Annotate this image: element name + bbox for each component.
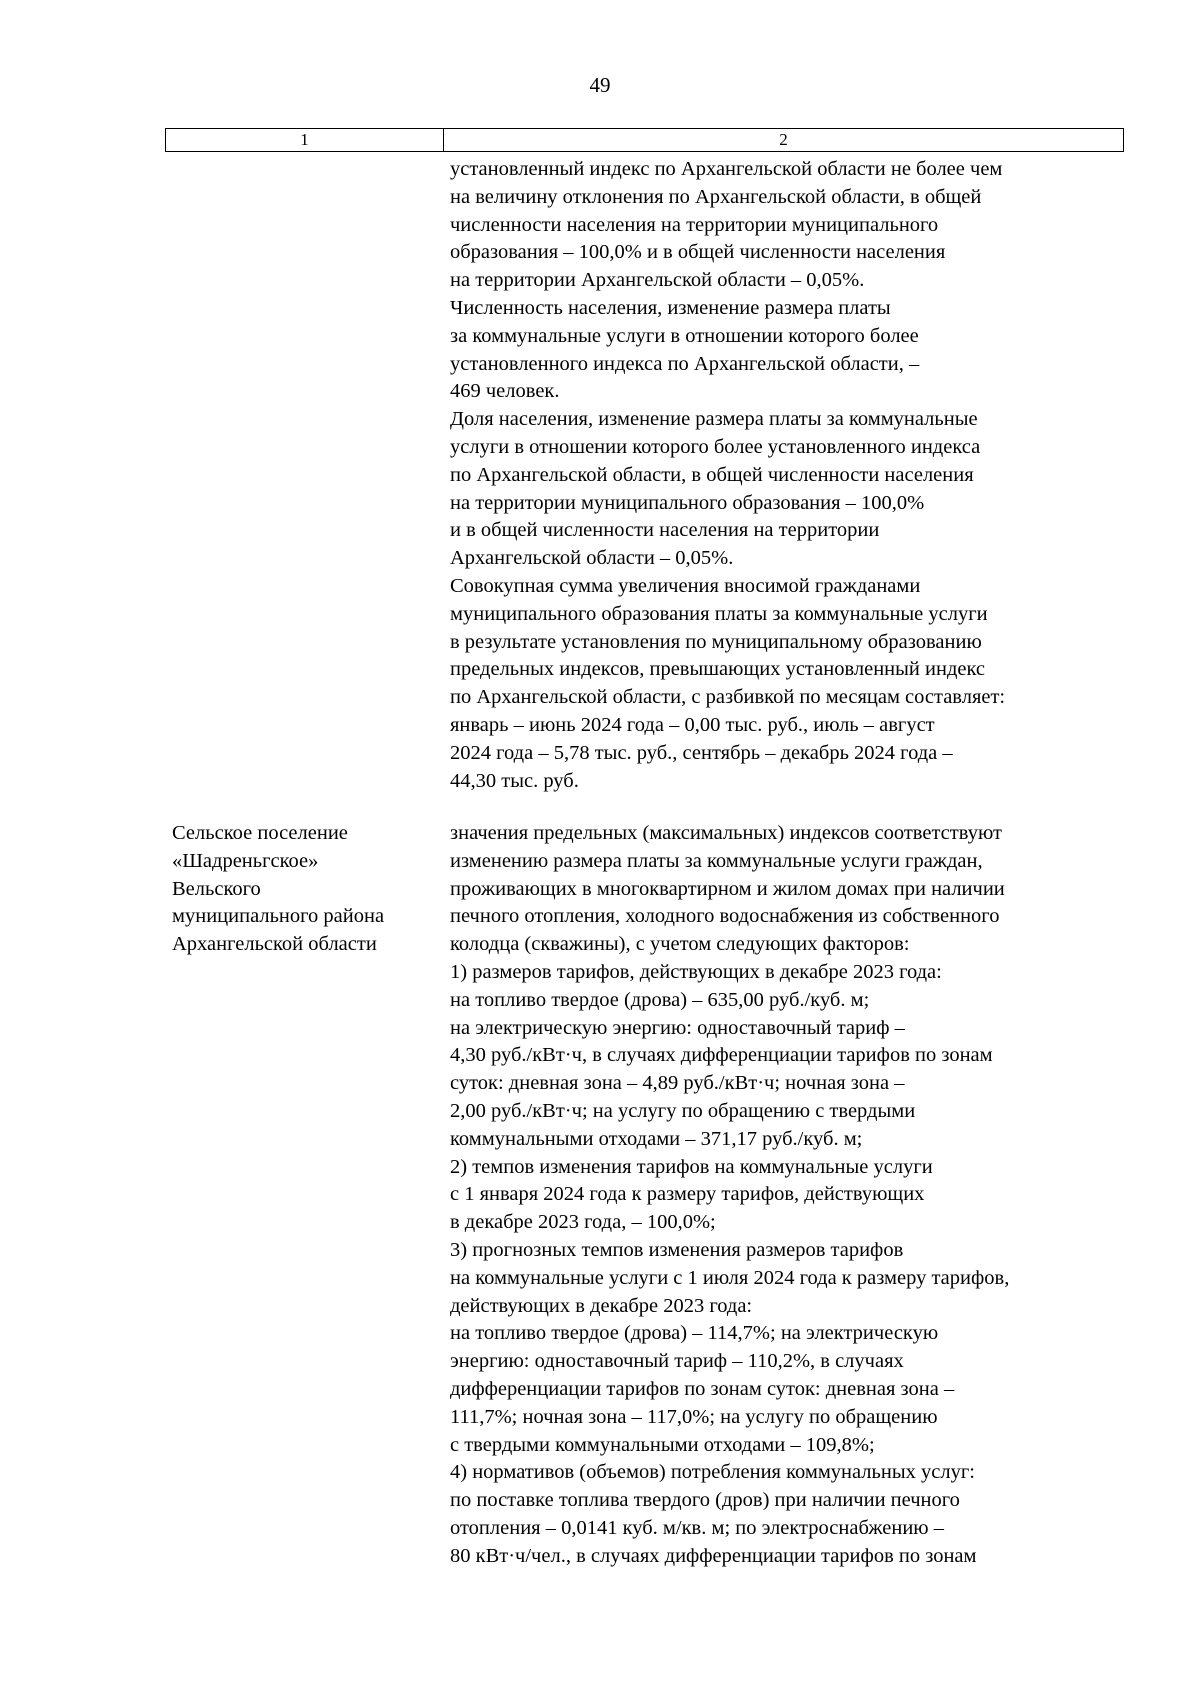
continued-text-line: за коммунальные услуги в отношении которого более — [450, 324, 919, 347]
column-number-1: 1 — [166, 129, 444, 152]
entity-name-line: Вельского — [172, 877, 261, 900]
entity-text-line: 111,7%; ночная зона – 117,0%; на услугу по обращению — [450, 1405, 938, 1428]
continued-text-line: на территории муниципального образования – 100,0% — [450, 491, 925, 514]
continued-text-line: установленного индекса по Архангельской области, – — [450, 352, 920, 375]
entity-text-line: 3) прогнозных темпов изменения размеров тарифов — [450, 1238, 904, 1261]
continued-text-line: на территории Архангельской области – 0,05%. — [450, 269, 865, 292]
column-number-2: 2 — [444, 129, 1124, 152]
continued-text-line: установленный индекс по Архангельской области не более чем — [450, 158, 1003, 180]
page-number: 49 — [589, 73, 611, 97]
entity-text-line: 80 кВт·ч/чел., в случаях дифференциации тарифов по зонам — [450, 1544, 977, 1567]
entity-name-line: муниципального района — [172, 905, 385, 928]
continued-text-line: на величину отклонения по Архангельской области, в общей — [450, 185, 982, 208]
entity-text-line: с твердыми коммунальными отходами – 109,8%; — [450, 1433, 875, 1456]
entity-text-line: печного отопления, холодного водоснабжения из собственного — [450, 905, 1000, 928]
continued-text-line: образования – 100,0% и в общей численности населения — [450, 241, 946, 264]
entity-text-line: суток: дневная зона – 4,89 руб./кВт·ч; ночная зона – — [450, 1072, 905, 1095]
entity-text-line: на топливо твердое (дрова) – 635,00 руб./куб. м; — [450, 988, 870, 1011]
continued-text-line: численности населения на территории муниципального — [450, 213, 939, 236]
entity-text-line: 4,30 руб./кВт·ч, в случаях дифференциации тарифов по зонам — [450, 1044, 993, 1067]
continued-text-line: в результате установления по муниципальному образованию — [450, 630, 982, 653]
continued-text-line: 44,30 тыс. руб. — [450, 769, 579, 792]
entity-text-line: 4) нормативов (объемов) потребления коммунальных услуг: — [450, 1461, 975, 1484]
entity-text-line: на топливо твердое (дрова) – 114,7%; на электрическую — [450, 1322, 939, 1345]
continued-text-line: услуги в отношении которого более установленного индекса — [450, 435, 981, 458]
continued-text-line: Совокупная сумма увеличения вносимой гражданами — [450, 574, 921, 597]
continued-text-line: и в общей численности населения на территории — [450, 519, 880, 542]
continued-text-line: предельных индексов, превышающих установленный индекс — [450, 658, 986, 681]
entity-text-line: колодца (скважины), с учетом следующих факторов: — [450, 933, 910, 956]
entity-text-line: на коммунальные услуги с 1 июля 2024 года к размеру тарифов, — [450, 1266, 1010, 1289]
entity-text-line: изменению размера платы за коммунальные услуги граждан, — [450, 849, 983, 872]
continued-text-line: муниципального образования платы за коммунальные услуги — [450, 602, 988, 625]
entity-text-line: дифференциации тарифов по зонам суток: дневная зона – — [450, 1377, 955, 1400]
entity-name-line: Архангельской области — [172, 933, 377, 956]
continued-text-line: Численность населения, изменение размера платы — [450, 296, 891, 319]
entity-text-line: проживающих в многоквартирном и жилом домах при наличии — [450, 877, 1005, 900]
entity-text-line: значения предельных (максимальных) индексов соответствуют — [450, 822, 1002, 844]
entity-text-line: в декабре 2023 года, – 100,0%; — [450, 1211, 716, 1234]
entity-text-block — [450, 820, 1009, 1571]
entity-name-line: «Шадреньгское» — [172, 849, 319, 872]
entity-text-line: на электрическую энергию: одноставочный тариф – — [450, 1016, 905, 1039]
entity-text-line: отопления – 0,0141 куб. м/кв. м; по электроснабжению – — [450, 1516, 944, 1539]
entity-text-line: энергию: одноставочный тариф – 110,2%, в случаях — [450, 1350, 904, 1373]
entity-name-block — [172, 820, 384, 959]
continued-text-line: Доля населения, изменение размера платы за коммунальные — [450, 408, 978, 431]
entity-text-line: 1) размеров тарифов, действующих в декабре 2023 года: — [450, 960, 942, 983]
table-header-row — [165, 128, 1124, 152]
continued-text-line: 2024 года – 5,78 тыс. руб., сентябрь – декабрь 2024 года – — [450, 741, 953, 764]
entity-text-line: действующих в декабре 2023 года: — [450, 1294, 753, 1317]
continued-text-line: по Архангельской области, в общей численности населения — [450, 463, 974, 486]
continued-text-line: январь – июнь 2024 года – 0,00 тыс. руб., июль – август — [450, 713, 935, 736]
continued-text-line: 469 человек. — [450, 380, 560, 403]
entity-text-line: 2,00 руб./кВт·ч; на услугу по обращению с твердыми — [450, 1099, 916, 1122]
entity-text-line: коммунальными отходами – 371,17 руб./куб. м; — [450, 1127, 863, 1150]
continued-text-block — [450, 156, 1005, 795]
entity-text-line: 2) темпов изменения тарифов на коммунальные услуги — [450, 1155, 933, 1178]
entity-name-line: Сельское поселение — [172, 822, 348, 844]
entity-text-line: по поставке топлива твердого (дров) при наличии печного — [450, 1489, 960, 1512]
continued-text-line: Архангельской области – 0,05%. — [450, 547, 734, 570]
continued-text-line: по Архангельской области, с разбивкой по месяцам составляет: — [450, 686, 1006, 709]
entity-text-line: с 1 января 2024 года к размеру тарифов, действующих — [450, 1183, 925, 1206]
